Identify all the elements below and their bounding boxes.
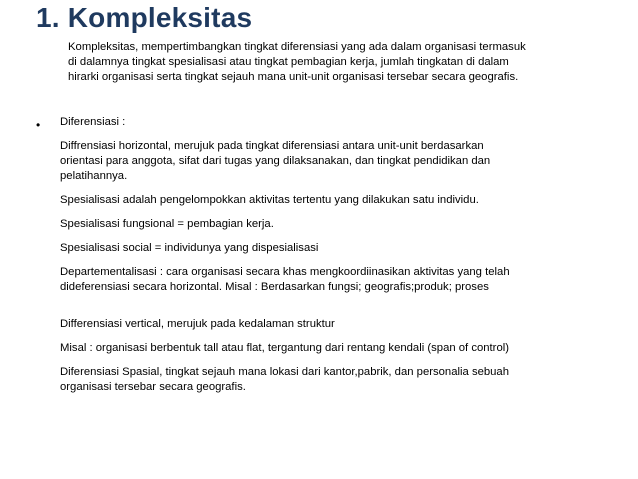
- spesialisasi-text: Spesialisasi adalah pengelompokkan aktivitas tertentu yang dilakukan satu individu.: [60, 194, 479, 206]
- social-text: Spesialisasi social = individunya yang dispesialisasi: [60, 242, 319, 254]
- horizontal-line: pelatihannya.: [60, 170, 128, 182]
- content-block: [60, 115, 620, 395]
- horizontal-line: orientasi para anggota, sifat dari tugas yang dilaksanakan, dan tingkat pendidikan dan: [60, 155, 491, 167]
- bullet-icon: •: [36, 118, 41, 132]
- page-title: [36, 2, 252, 34]
- intro-line: hirarki organisasi serta tingkat sejauh mana unit-unit organisasi tersebar secara geografis.: [68, 71, 519, 83]
- departementalisasi-line: dideferensiasi secara horizontal. Misal : Berdasarkan fungsi; geografis;produk; proses: [60, 281, 489, 293]
- section-heading: Diferensiasi :: [60, 116, 126, 128]
- spasial-line: Diferensiasi Spasial, tingkat sejauh mana lokasi dari kantor,pabrik, dan personalia sebuah: [60, 366, 510, 378]
- vertical-text: Differensiasi vertical, merujuk pada kedalaman struktur: [60, 318, 335, 330]
- title-text: Kompleksitas: [67, 2, 253, 33]
- intro-line: Kompleksitas, mempertimbangkan tingkat diferensiasi yang ada dalam organisasi termasuk: [68, 41, 526, 53]
- spasial-line: organisasi tersebar secara geografis.: [60, 381, 246, 393]
- title-number: 1.: [36, 2, 60, 33]
- intro-paragraph: [68, 40, 608, 85]
- horizontal-line: Diffrensiasi horizontal, merujuk pada tingkat diferensiasi antara unit-unit berdasarkan: [60, 140, 484, 152]
- fungsional-text: Spesialisasi fungsional = pembagian kerja.: [60, 218, 274, 230]
- misal-text: Misal : organisasi berbentuk tall atau flat, tergantung dari rentang kendali (span of control): [60, 342, 509, 354]
- intro-line: di dalamnya tingkat spesialisasi atau tingkat pembagian kerja, jumlah tingkatan di dalam: [68, 56, 509, 68]
- departementalisasi-line: Departementalisasi : cara organisasi secara khas mengkoordiinasikan aktivitas yang telah: [60, 266, 510, 278]
